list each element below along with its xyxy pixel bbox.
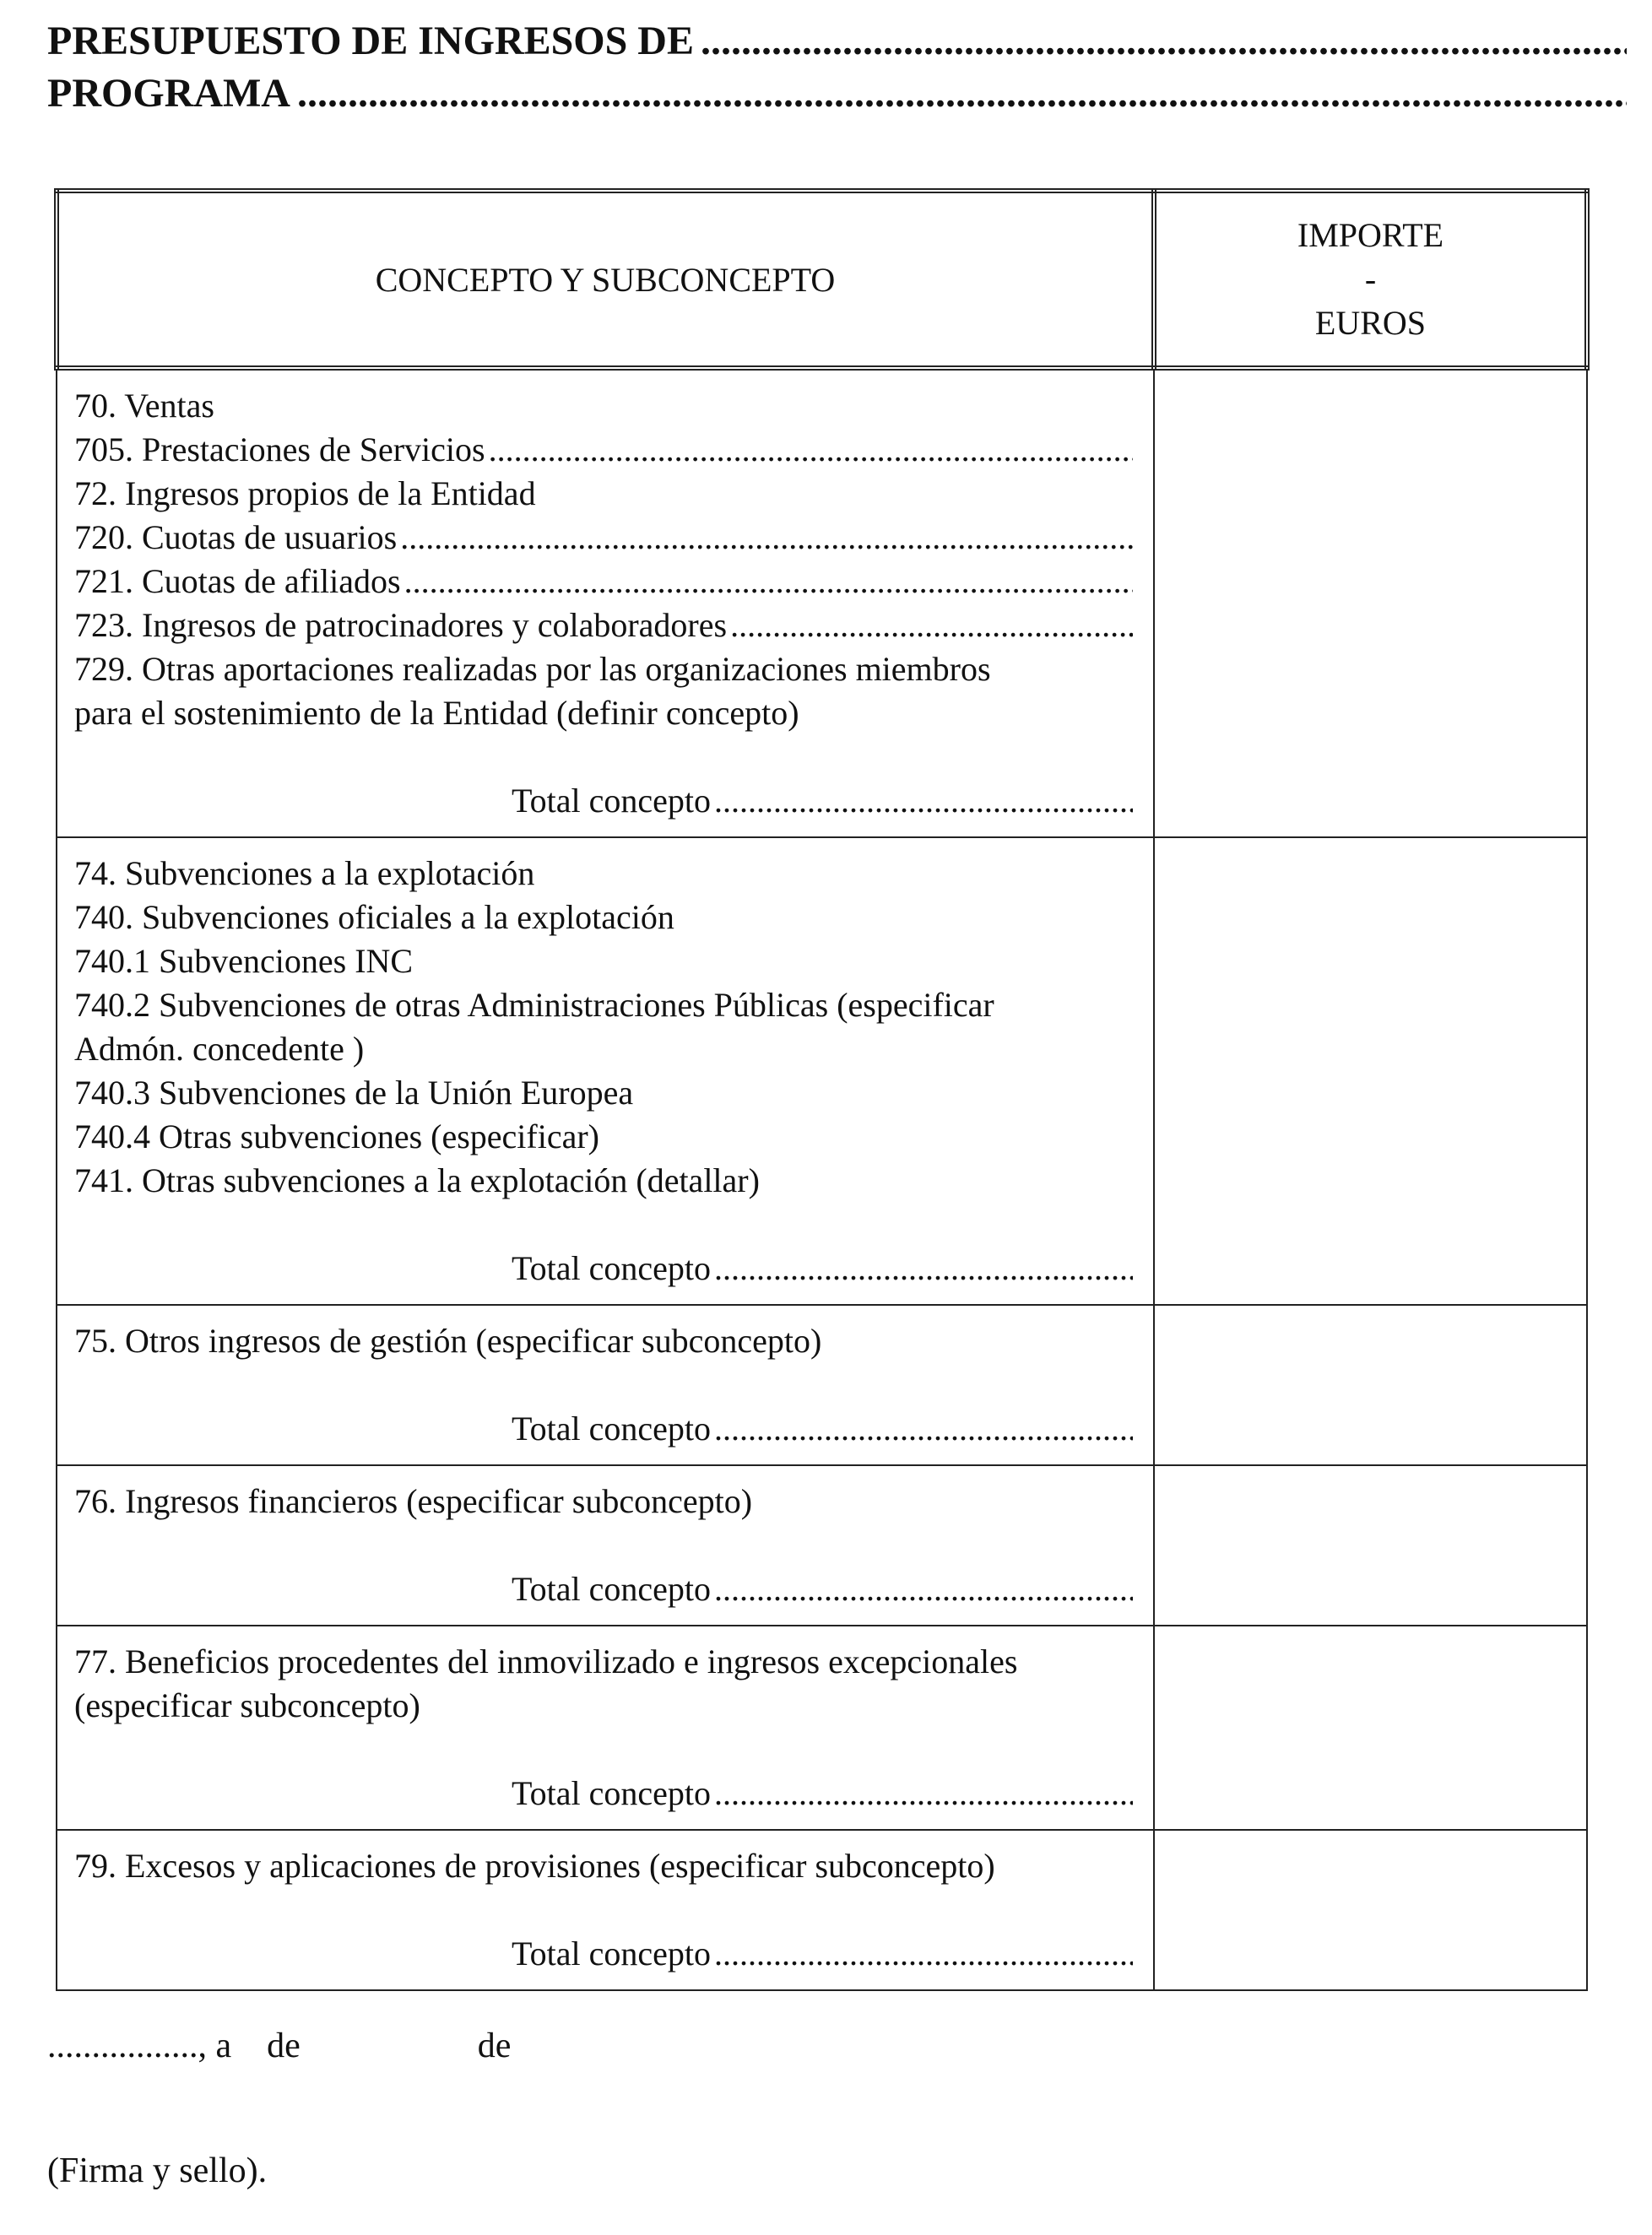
concept-line-text: 729. Otras aportaciones realizadas por las organizaciones miembros (74, 650, 991, 688)
total-concept-label: Total concepto (512, 1410, 711, 1448)
income-budget-table (54, 188, 1590, 1991)
concept-line-text: 723. Ingresos de patrocinadores y colaboradores (74, 606, 728, 644)
signature-line: (Firma y sello). (47, 2151, 268, 2190)
table-row (57, 1626, 1587, 1830)
blank-line (74, 1728, 1133, 1772)
header-line-1 (47, 15, 1627, 68)
leader-dots (714, 1567, 1133, 1611)
concept-line-text: 75. Otros ingresos de gestión (especificar subconcepto) (74, 1322, 822, 1360)
table-row (57, 368, 1587, 837)
concept-line-text: 74. Subvenciones a la explotación (74, 854, 535, 892)
concept-cell (57, 1465, 1154, 1626)
concept-line-text: Admón. concedente ) (74, 1030, 365, 1068)
amount-header-line-3: EUROS (1314, 304, 1427, 342)
total-concept-line (74, 1772, 1133, 1816)
concept-line (74, 1115, 1133, 1159)
leader-dots (400, 516, 1133, 560)
leader-dots (730, 603, 1133, 647)
concept-line-text: 740. Subvenciones oficiales a la explotación (74, 898, 674, 936)
header-dots-2 (297, 68, 1627, 120)
concept-line (74, 852, 1133, 896)
concept-line (74, 1640, 1133, 1684)
leader-dots (404, 560, 1133, 603)
leader-dots (714, 1772, 1133, 1816)
concept-line (74, 1844, 1133, 1888)
amount-cell[interactable] (1154, 368, 1587, 837)
concept-line-text: 721. Cuotas de afiliados (74, 562, 401, 600)
concept-line-text: 705. Prestaciones de Servicios (74, 430, 485, 468)
header-line-2 (47, 68, 1627, 120)
header-dots-1 (701, 15, 1627, 68)
blank-line (74, 1203, 1133, 1247)
concept-cell (57, 1830, 1154, 1990)
amount-cell[interactable] (1154, 837, 1587, 1305)
concept-line-text: 741. Otras subvenciones a la explotación (detallar) (74, 1161, 760, 1199)
header-title: PRESUPUESTO DE INGRESOS DE (47, 19, 694, 63)
total-concept-label: Total concepto (512, 1249, 711, 1287)
concept-line-text: 740.3 Subvenciones de la Unión Europea (74, 1074, 634, 1112)
total-concept-label: Total concepto (512, 782, 711, 820)
table-row (57, 1465, 1587, 1626)
leader-dots (714, 1932, 1133, 1976)
concept-cell (57, 1626, 1154, 1830)
concept-cell (57, 368, 1154, 837)
concept-line (74, 939, 1133, 983)
amount-header-line-2: - (1364, 260, 1377, 298)
total-concept-label: Total concepto (512, 1570, 711, 1608)
total-concept-label: Total concepto (512, 1935, 711, 1973)
concept-line (74, 983, 1133, 1027)
concept-line (74, 1684, 1133, 1728)
header-program-label: PROGRAMA (47, 71, 290, 116)
total-concept-label: Total concepto (512, 1774, 711, 1812)
concept-line-text: (especificar subconcepto) (74, 1686, 420, 1724)
amount-cell[interactable] (1154, 1830, 1587, 1990)
leader-dots (714, 779, 1133, 823)
concept-cell (57, 1305, 1154, 1465)
total-concept-line (74, 779, 1133, 823)
concept-line-text: 740.1 Subvenciones INC (74, 942, 414, 980)
table-row (57, 1830, 1587, 1990)
concept-line-text: para el sostenimiento de la Entidad (definir concepto) (74, 694, 799, 732)
total-concept-line (74, 1932, 1133, 1976)
total-concept-line (74, 1407, 1133, 1451)
concept-line (74, 647, 1133, 691)
concept-line (74, 1071, 1133, 1115)
leader-dots (714, 1247, 1133, 1291)
concept-line-text: 740.4 Otras subvenciones (especificar) (74, 1118, 599, 1155)
concept-line (74, 428, 1133, 472)
concept-line-text: 77. Beneficios procedentes del inmovilizado e ingresos excepcionales (74, 1642, 1018, 1680)
total-concept-line (74, 1247, 1133, 1291)
blank-line (74, 1888, 1133, 1932)
table-header-row (57, 191, 1587, 368)
concept-line (74, 1027, 1133, 1071)
blank-line (74, 1523, 1133, 1567)
concept-line (74, 560, 1133, 603)
place-date-line: ................., a de de (47, 2027, 512, 2065)
amount-cell[interactable] (1154, 1626, 1587, 1830)
leader-dots (489, 428, 1133, 472)
concept-line-text: 76. Ingresos financieros (especificar subconcepto) (74, 1482, 753, 1520)
concept-line (74, 472, 1133, 516)
concept-line (74, 1480, 1133, 1523)
concept-line (74, 603, 1133, 647)
concept-line (74, 1159, 1133, 1203)
concept-line-text: 740.2 Subvenciones de otras Administraciones Públicas (especificar (74, 986, 994, 1024)
amount-cell[interactable] (1154, 1465, 1587, 1626)
concept-cell (57, 837, 1154, 1305)
leader-dots (714, 1407, 1133, 1451)
concept-line-text: 70. Ventas (74, 387, 214, 425)
concept-line-text: 720. Cuotas de usuarios (74, 518, 398, 556)
concept-line-text: 72. Ingresos propios de la Entidad (74, 474, 536, 512)
concept-line (74, 516, 1133, 560)
amount-header-line-1: IMPORTE (1297, 216, 1444, 254)
amount-cell[interactable] (1154, 1305, 1587, 1465)
blank-line (74, 1363, 1133, 1407)
amount-column-header (1154, 191, 1587, 368)
concept-line (74, 1319, 1133, 1363)
table-row (57, 1305, 1587, 1465)
document-header (47, 15, 1627, 120)
concept-line (74, 691, 1133, 735)
blank-line (74, 735, 1133, 779)
concept-line (74, 896, 1133, 939)
concept-line (74, 384, 1133, 428)
concept-line-text: 79. Excesos y aplicaciones de provisiones (especificar subconcepto) (74, 1847, 995, 1885)
total-concept-line (74, 1567, 1133, 1611)
concept-column-header: CONCEPTO Y SUBCONCEPTO (57, 191, 1154, 368)
table-row (57, 837, 1587, 1305)
